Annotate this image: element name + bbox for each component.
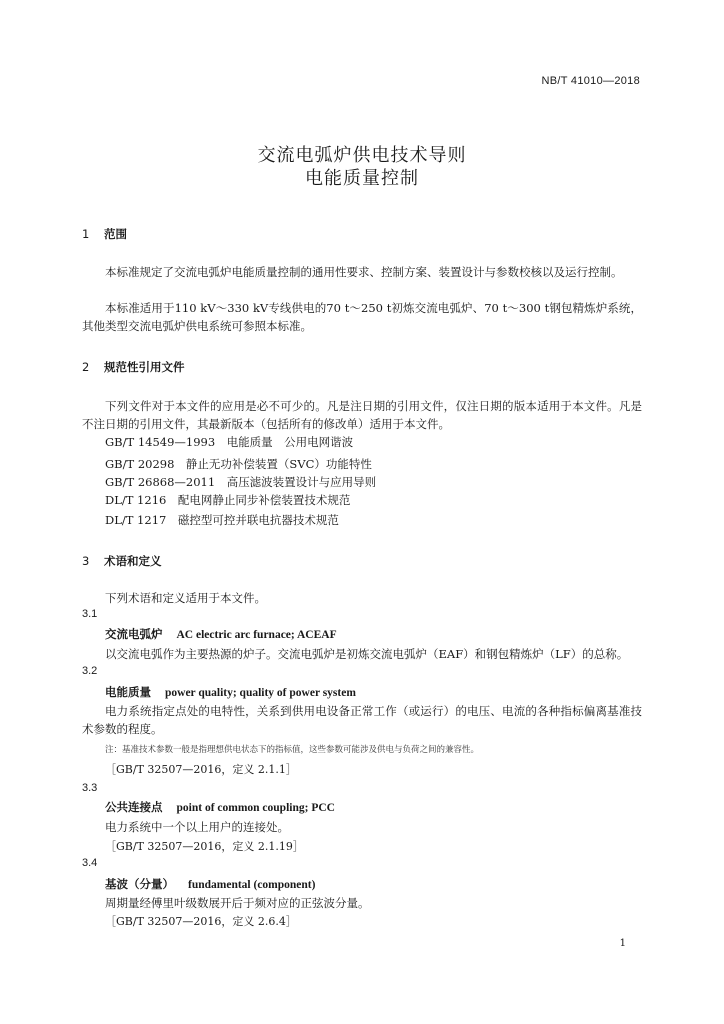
term-source: ［GB/T 32507—2016，定义 2.1.19］ bbox=[105, 840, 304, 853]
normrefs-intro: 下列文件对于本文件的应用是必不可少的。凡是注日期的引用文件，仅注日期的版本适用于本文件。凡是不注日期的引用文件，其最新版本（包括所有的修改单）适用于本文件。 bbox=[82, 399, 642, 431]
term-number: 3.4 bbox=[82, 857, 98, 869]
section-number: 1 bbox=[82, 227, 90, 241]
reference-item: DL/T 1216 配电网静止同步补偿装置技术规范 bbox=[105, 493, 351, 507]
reference-item: DL/T 1217 磁控型可控并联电抗器技术规范 bbox=[105, 513, 339, 527]
scope-paragraph-2: 本标准适用于110 kV～330 kV专线供电的70 t～250 t初炼交流电弧炉、70 t～300 t钢包精炼炉系统，其他类型交流电弧炉供电系统可参照本标准。 bbox=[82, 301, 642, 333]
term-definition: 以交流电弧作为主要热源的炉子。交流电弧炉是初炼交流电弧炉（EAF）和钢包精炼炉（LF）的总称。 bbox=[105, 647, 629, 661]
term-source: ［GB/T 32507—2016，定义 2.6.4］ bbox=[105, 915, 297, 928]
term-zh: 交流电弧炉 bbox=[105, 627, 163, 641]
term-note: 注：基准技术参数一般是指理想供电状态下的指标值，这些参数可能涉及供电与负荷之间的兼容性。 bbox=[105, 745, 480, 755]
section-number: 3 bbox=[82, 554, 90, 568]
term-en: point of common coupling; PCC bbox=[176, 802, 335, 814]
term-heading bbox=[105, 626, 337, 642]
section-number: 2 bbox=[82, 360, 90, 374]
section-title: 范围 bbox=[104, 227, 127, 241]
section-title: 术语和定义 bbox=[104, 554, 162, 568]
section-heading-normative-references bbox=[82, 359, 185, 375]
term-en: power quality; quality of power system bbox=[165, 687, 356, 699]
term-heading bbox=[105, 684, 356, 700]
term-definition: 电力系统中一个以上用户的连接处。 bbox=[105, 820, 289, 834]
term-number: 3.2 bbox=[82, 665, 98, 677]
term-en: AC electric arc furnace; ACEAF bbox=[176, 629, 337, 641]
term-heading bbox=[105, 876, 315, 892]
term-source: ［GB/T 32507—2016，定义 2.1.1］ bbox=[105, 763, 297, 776]
reference-item: GB/T 26868—2011 高压滤波装置设计与应用导则 bbox=[105, 475, 377, 489]
section-heading-terms bbox=[82, 553, 162, 569]
reference-item: GB/T 20298 静止无功补偿装置（SVC）功能特性 bbox=[105, 457, 372, 471]
document-title: 交流电弧炉供电技术导则 bbox=[257, 145, 467, 166]
term-zh: 公共连接点 bbox=[105, 800, 163, 814]
term-number: 3.3 bbox=[82, 782, 98, 794]
term-definition: 周期量经傅里叶级数展开后于频对应的正弦波分量。 bbox=[105, 896, 370, 910]
section-heading-scope bbox=[82, 226, 127, 242]
page-number: 1 bbox=[619, 938, 626, 949]
standard-code: NB/T 41010—2018 bbox=[541, 75, 640, 87]
scope-paragraph-1: 本标准规定了交流电弧炉电能质量控制的通用性要求、控制方案、装置设计与参数校核以及运行控制。 bbox=[105, 265, 623, 279]
term-zh: 电能质量 bbox=[105, 685, 151, 699]
term-number: 3.1 bbox=[82, 608, 98, 620]
section-title: 规范性引用文件 bbox=[104, 360, 185, 374]
term-en: fundamental (component) bbox=[188, 879, 316, 891]
term-definition: 电力系统指定点处的电特性，关系到供用电设备正常工作（或运行）的电压、电流的各种指标偏离基准技术参数的程度。 bbox=[82, 704, 642, 736]
reference-item: GB/T 14549—1993 电能质量 公用电网谐波 bbox=[105, 435, 354, 449]
term-heading bbox=[105, 799, 335, 815]
terms-intro: 下列术语和定义适用于本文件。 bbox=[105, 591, 266, 605]
document-subtitle: 电能质量控制 bbox=[305, 168, 419, 189]
term-zh: 基波（分量） bbox=[105, 877, 174, 891]
